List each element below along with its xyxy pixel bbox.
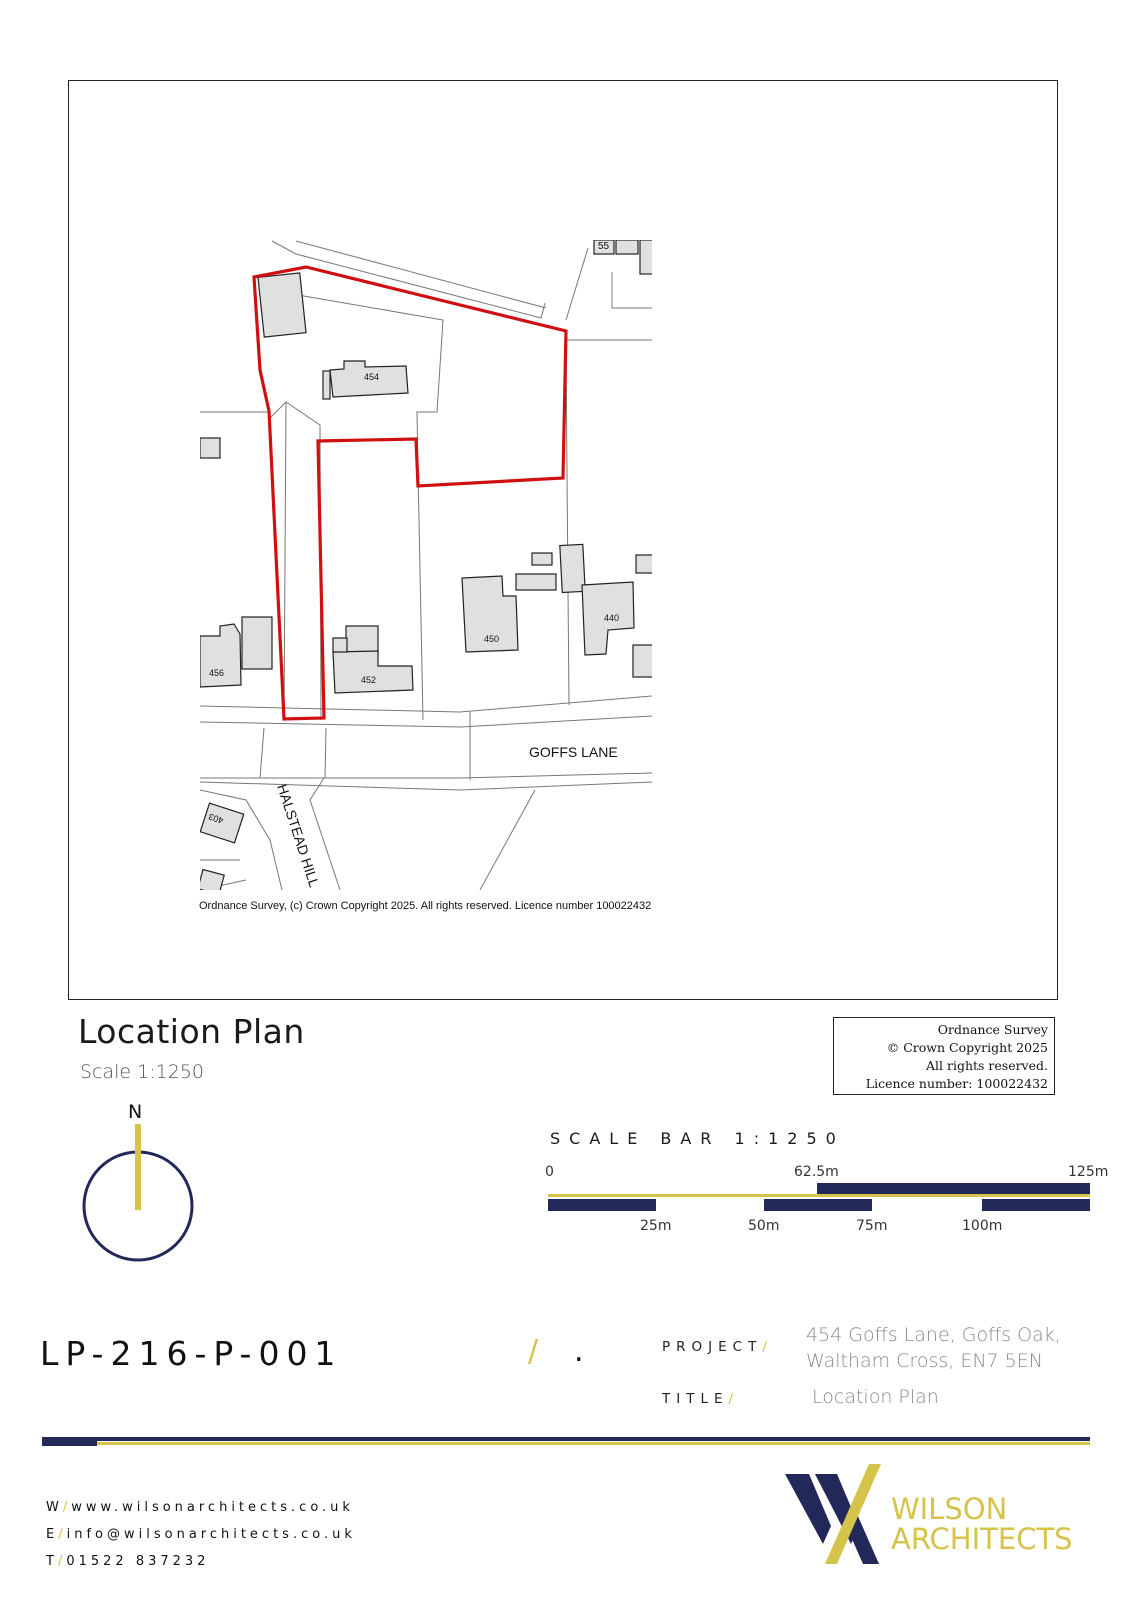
building-garage <box>258 273 306 337</box>
contact-email <box>46 1527 356 1542</box>
plan-title: Location Plan <box>78 1012 305 1051</box>
project-label <box>662 1339 767 1355</box>
contact-web <box>46 1500 354 1515</box>
project-value <box>806 1322 1061 1374</box>
scale-label-62-5m: 62.5m <box>794 1164 839 1180</box>
scale-label-50m: 50m <box>748 1218 780 1234</box>
north-arrow-icon <box>78 1118 198 1268</box>
contact-phone-slash: / <box>57 1554 67 1569</box>
copyright-box <box>833 1017 1055 1095</box>
house-number-452: 452 <box>361 675 377 685</box>
house-number-454: 454 <box>364 372 380 382</box>
contact-web-label: W <box>46 1500 63 1515</box>
road-edge-north <box>200 696 652 712</box>
halstead-junction-east <box>325 728 326 778</box>
building-55-c <box>640 240 654 274</box>
drawing-number: LP-216-P-001 <box>40 1334 343 1373</box>
project-value-line-1: 454 Goffs Lane, Goffs Oak, <box>806 1324 1061 1346</box>
street-goffs-lane: GOFFS LANE <box>529 744 618 760</box>
road-edge-south <box>200 773 652 778</box>
building-55-b <box>616 240 638 254</box>
north-label: N <box>128 1101 143 1123</box>
scale-label-100m: 100m <box>962 1218 1003 1234</box>
title-label-text: TITLE <box>662 1391 729 1407</box>
title-label <box>662 1391 733 1407</box>
building-shed-2 <box>516 574 556 590</box>
scale-label-125m: 125m <box>1068 1164 1109 1180</box>
driveway-line-2 <box>284 402 286 720</box>
wilson-architects-logo <box>785 1464 1095 1564</box>
plot-line-55-2 <box>612 272 652 308</box>
house-number-55: 55 <box>598 241 610 252</box>
plot-line-south <box>480 790 535 890</box>
scale-bar <box>548 1183 1090 1213</box>
building-452 <box>333 651 413 693</box>
plot-line-452 <box>418 470 423 720</box>
logo-text-architects: ARCHITECTS <box>891 1522 1073 1556</box>
halstead-junction-west <box>260 728 264 778</box>
building-454-annex <box>323 371 330 399</box>
logo-text-wilson: WILSON <box>891 1492 1008 1526</box>
title-value: Location Plan <box>812 1386 939 1408</box>
contact-phone-label: T <box>46 1554 58 1569</box>
project-label-text: PROJECT <box>662 1339 763 1355</box>
copyright-line-1: Ordnance Survey <box>937 1022 1048 1037</box>
road-edge-north-2 <box>200 716 652 727</box>
scale-label-0: 0 <box>545 1164 554 1180</box>
title-label-slash: / <box>728 1391 734 1407</box>
building-shed-1 <box>532 553 552 565</box>
map-credit: Ordnance Survey, (c) Crown Copyright 2025. All rights reserved. Licence number 100022432 <box>199 900 652 912</box>
wa-monogram-icon <box>785 1464 900 1564</box>
contact-phone <box>46 1554 209 1569</box>
house-number-450: 450 <box>484 634 500 644</box>
contact-email-label: E <box>46 1527 59 1542</box>
revision-slash: / <box>528 1334 539 1369</box>
revision-value: . <box>574 1334 584 1369</box>
building-452-annex <box>346 626 378 653</box>
building-west <box>200 438 220 458</box>
scale-label-25m: 25m <box>640 1218 672 1234</box>
footer-divider <box>42 1437 1090 1447</box>
boundary-line-north <box>272 241 545 318</box>
scale-bar-title: SCALE BAR 1:1250 <box>550 1129 845 1148</box>
plan-scale: Scale 1:1250 <box>80 1061 205 1083</box>
house-number-456: 456 <box>209 668 225 678</box>
building-east-2 <box>633 645 653 677</box>
building-452-shed <box>333 638 347 652</box>
building-east-1 <box>636 555 654 573</box>
project-label-slash: / <box>762 1339 767 1355</box>
building-456-side <box>242 617 272 669</box>
site-boundary <box>254 267 566 719</box>
house-number-403: 403 <box>207 811 225 826</box>
road-edge-south-2 <box>200 782 652 790</box>
street-halstead-hill: HALSTEAD HILL <box>274 781 323 890</box>
plot-line-440 <box>566 340 569 705</box>
contact-web-slash: / <box>62 1500 72 1515</box>
copyright-line-2: © Crown Copyright 2025 <box>886 1040 1048 1055</box>
house-number-440: 440 <box>604 613 620 623</box>
copyright-line-3: All rights reserved. <box>925 1058 1048 1073</box>
contact-phone-value: 01522 837232 <box>66 1554 210 1569</box>
copyright-line-4: Licence number: 100022432 <box>865 1076 1048 1091</box>
project-value-line-2: Waltham Cross, EN7 5EN <box>806 1350 1043 1372</box>
contact-email-value[interactable]: info@wilsonarchitects.co.uk <box>66 1527 356 1542</box>
contact-web-value[interactable]: www.wilsonarchitects.co.uk <box>71 1500 354 1515</box>
scale-label-75m: 75m <box>856 1218 888 1234</box>
building-south-west <box>198 869 224 894</box>
plot-line-55 <box>566 248 588 320</box>
contact-email-slash: / <box>58 1527 67 1542</box>
